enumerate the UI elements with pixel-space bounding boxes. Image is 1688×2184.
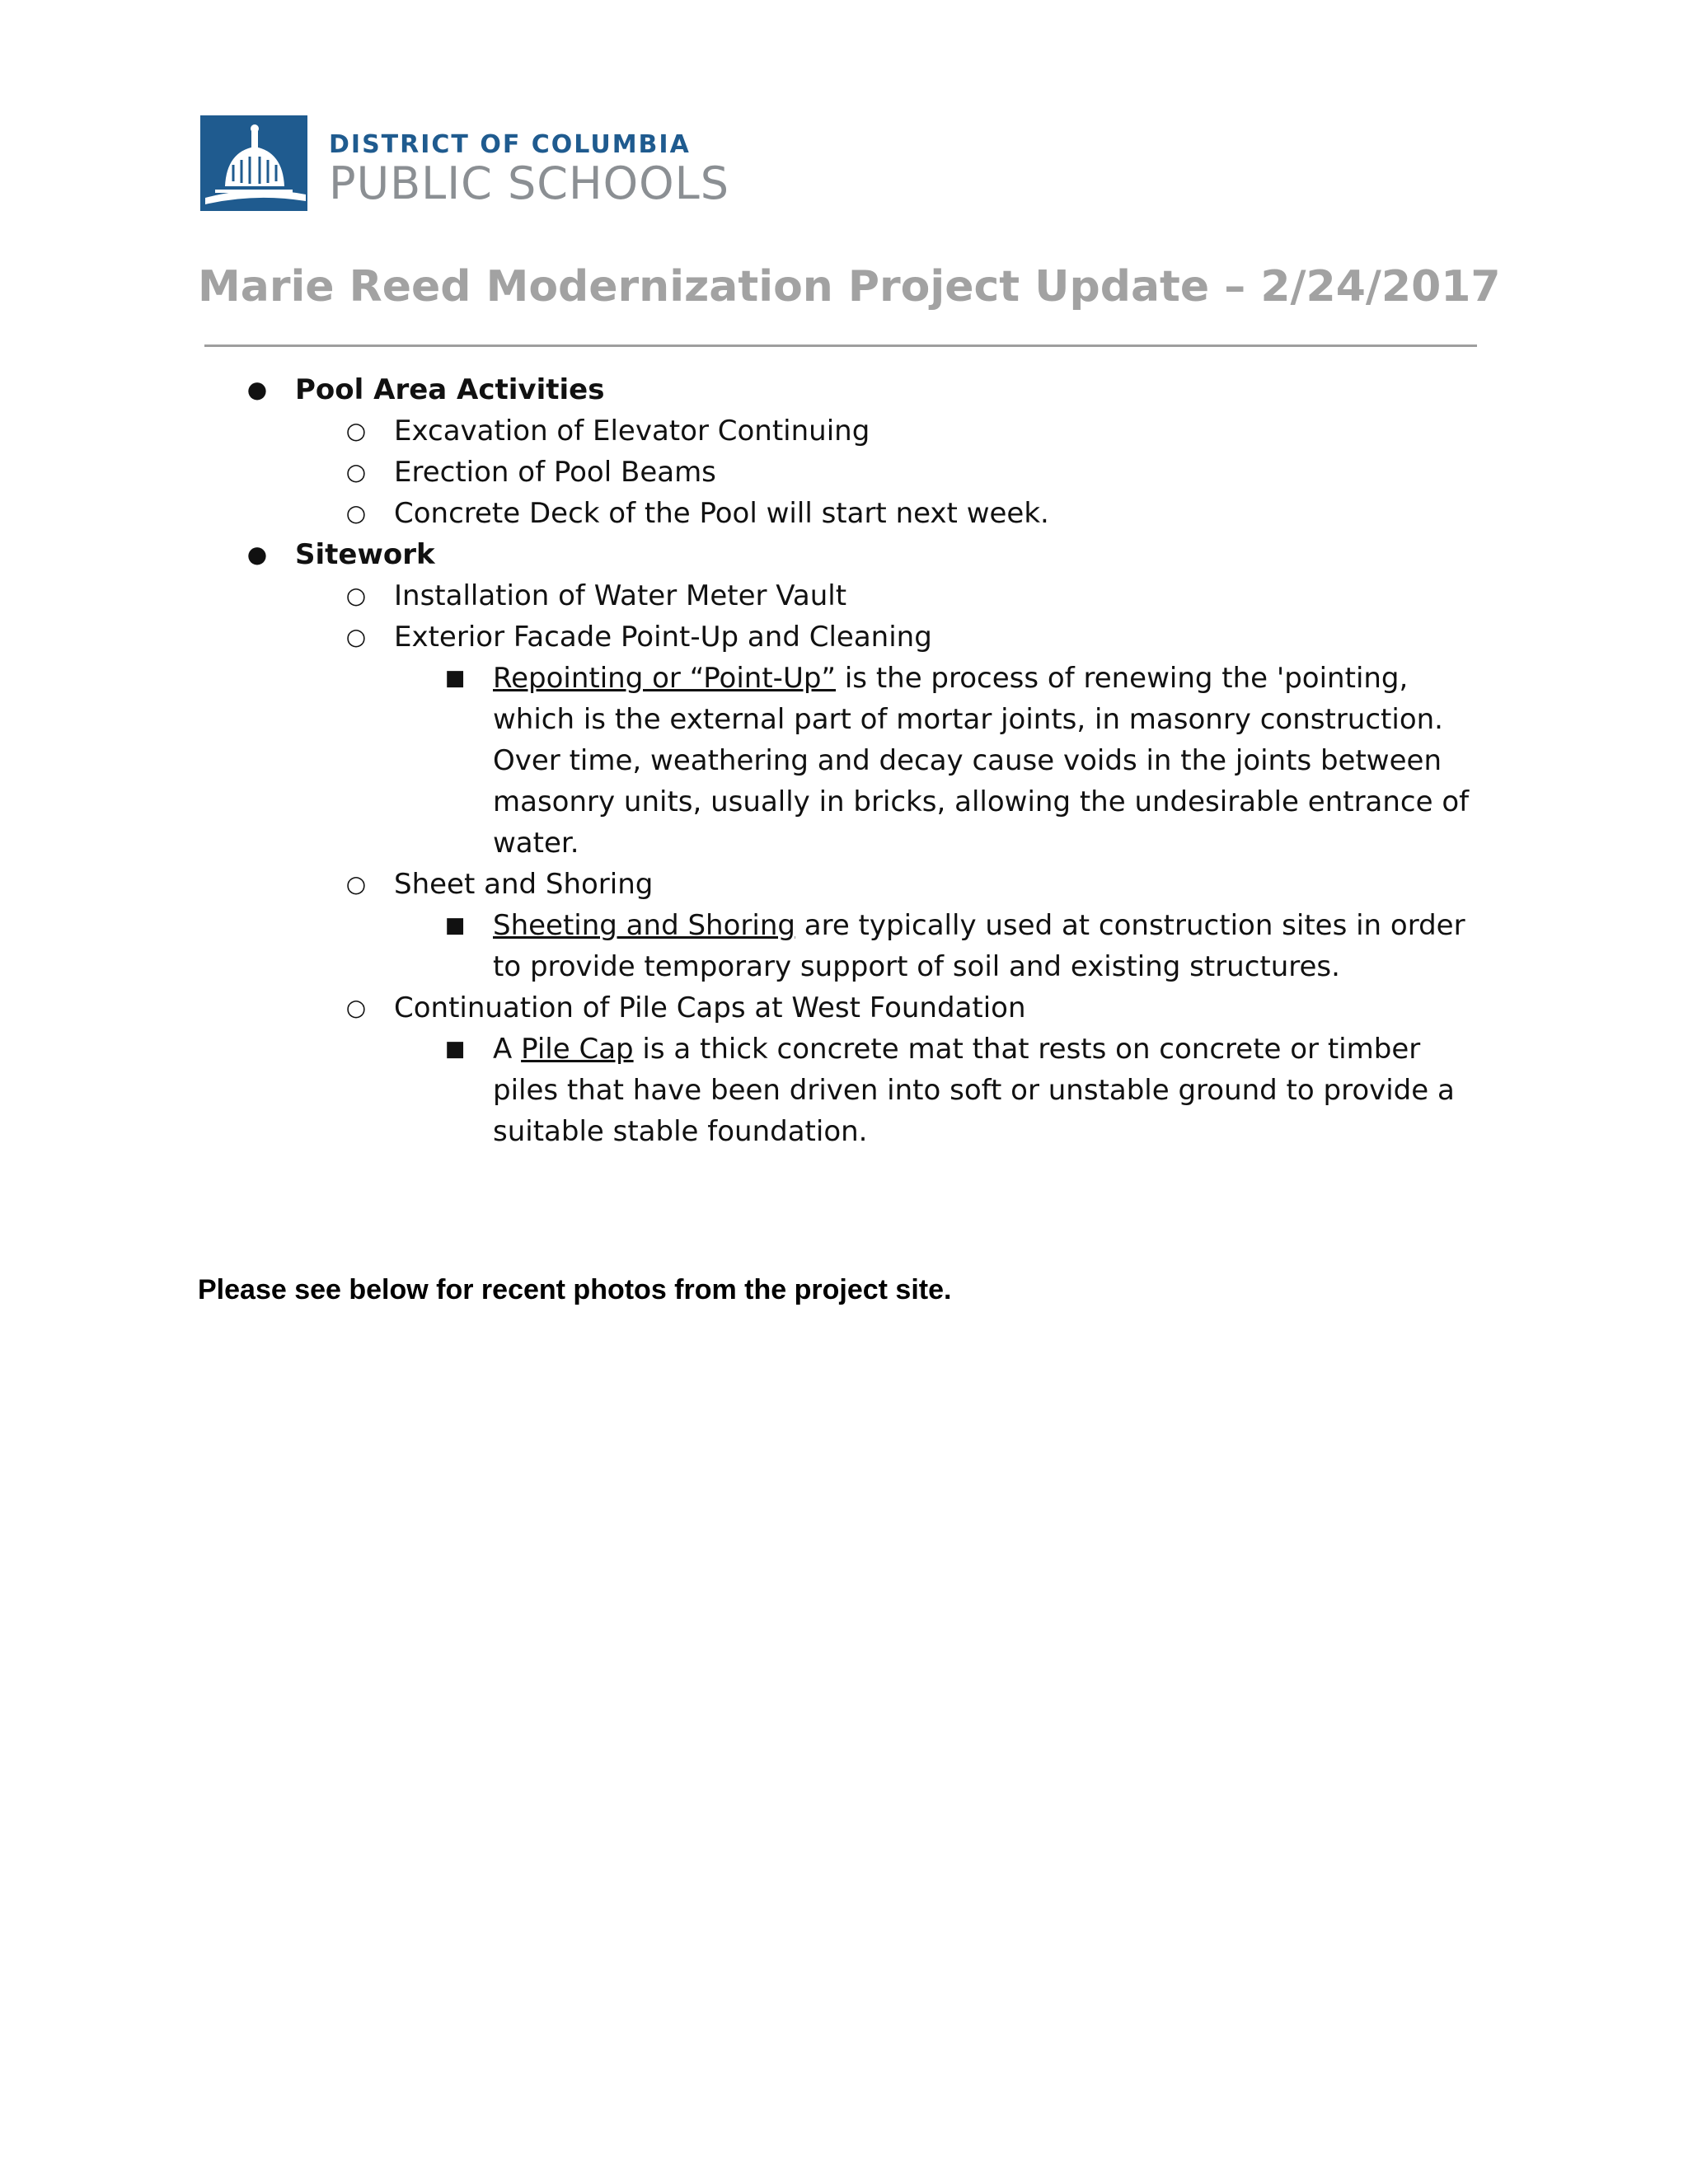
definition-item: [0, 658, 1688, 864]
section-heading: Sitework: [295, 538, 435, 571]
section-pool-area: [0, 369, 1688, 410]
bullet-square: ■: [444, 666, 466, 691]
list-item: [0, 575, 1688, 616]
bullet-circle: ○: [345, 870, 367, 898]
definition-item: [0, 905, 1688, 987]
photos-note: Please see below for recent photos from the project site.: [198, 1274, 952, 1305]
bullet-disc: ●: [246, 541, 268, 568]
list-item: [0, 493, 1688, 534]
page-title: Marie Reed Modernization Project Update – 2/24/2017: [198, 262, 1501, 312]
list-item-text: Continuation of Pile Caps at West Foundation: [394, 991, 1026, 1024]
list-item-text: Installation of Water Meter Vault: [394, 579, 847, 612]
logo-line-district: DISTRICT OF COLUMBIA: [329, 130, 691, 159]
title-divider: [204, 344, 1477, 347]
definition-body: are typically used at construction sites in order to provide temporary support of soil and existing structures.: [493, 909, 1465, 983]
bullet-circle: ○: [345, 417, 367, 444]
bullet-disc: ●: [246, 376, 268, 403]
bullet-square: ■: [444, 1037, 466, 1062]
bullet-circle: ○: [345, 499, 367, 527]
repointing-link[interactable]: Repointing or “Point-Up”: [493, 662, 837, 695]
list-item-text: Erection of Pool Beams: [394, 456, 716, 489]
bullet-square: ■: [444, 913, 466, 938]
list-item: [0, 864, 1688, 905]
definition-text: [493, 1029, 1482, 1152]
list-item: [0, 452, 1688, 493]
definition-item: [0, 1029, 1688, 1152]
bullet-circle: ○: [345, 623, 367, 650]
list-item-text: Exterior Facade Point-Up and Cleaning: [394, 621, 932, 654]
list-item-text: Excavation of Elevator Continuing: [394, 415, 870, 448]
list-item: [0, 616, 1688, 658]
definition-body: is the process of renewing the 'pointing, which is the external part of mortar joints, in masonry construction. Over time, weathering and decay cause voids in the joints between masonry units, usually in bricks, allowing the undesirable entrance of water.: [493, 662, 1470, 860]
sheeting-shoring-link[interactable]: Sheeting and Shoring: [493, 909, 795, 942]
definition-body: is a thick concrete mat that rests on concrete or timber piles that have been driven into soft or unstable ground to provide a suitable stable foundation.: [493, 1033, 1455, 1148]
logo-line-public-schools: PUBLIC SCHOOLS: [329, 157, 729, 209]
bullet-circle: ○: [345, 994, 367, 1021]
capitol-dome-icon: [200, 115, 307, 211]
list-item-text: Sheet and Shoring: [394, 868, 654, 901]
definition-text: [493, 905, 1482, 987]
definition-prefix: A: [493, 1033, 522, 1066]
update-outline: [0, 369, 1688, 1152]
section-heading: Pool Area Activities: [295, 373, 605, 406]
list-item: [0, 410, 1688, 452]
bullet-circle: ○: [345, 582, 367, 609]
definition-text: [493, 658, 1482, 864]
section-sitework: [0, 534, 1688, 575]
list-item: [0, 987, 1688, 1029]
dcps-logo: [200, 115, 729, 211]
list-item-text: Concrete Deck of the Pool will start next week.: [394, 497, 1049, 530]
pile-cap-link[interactable]: Pile Cap: [521, 1033, 634, 1066]
bullet-circle: ○: [345, 458, 367, 485]
